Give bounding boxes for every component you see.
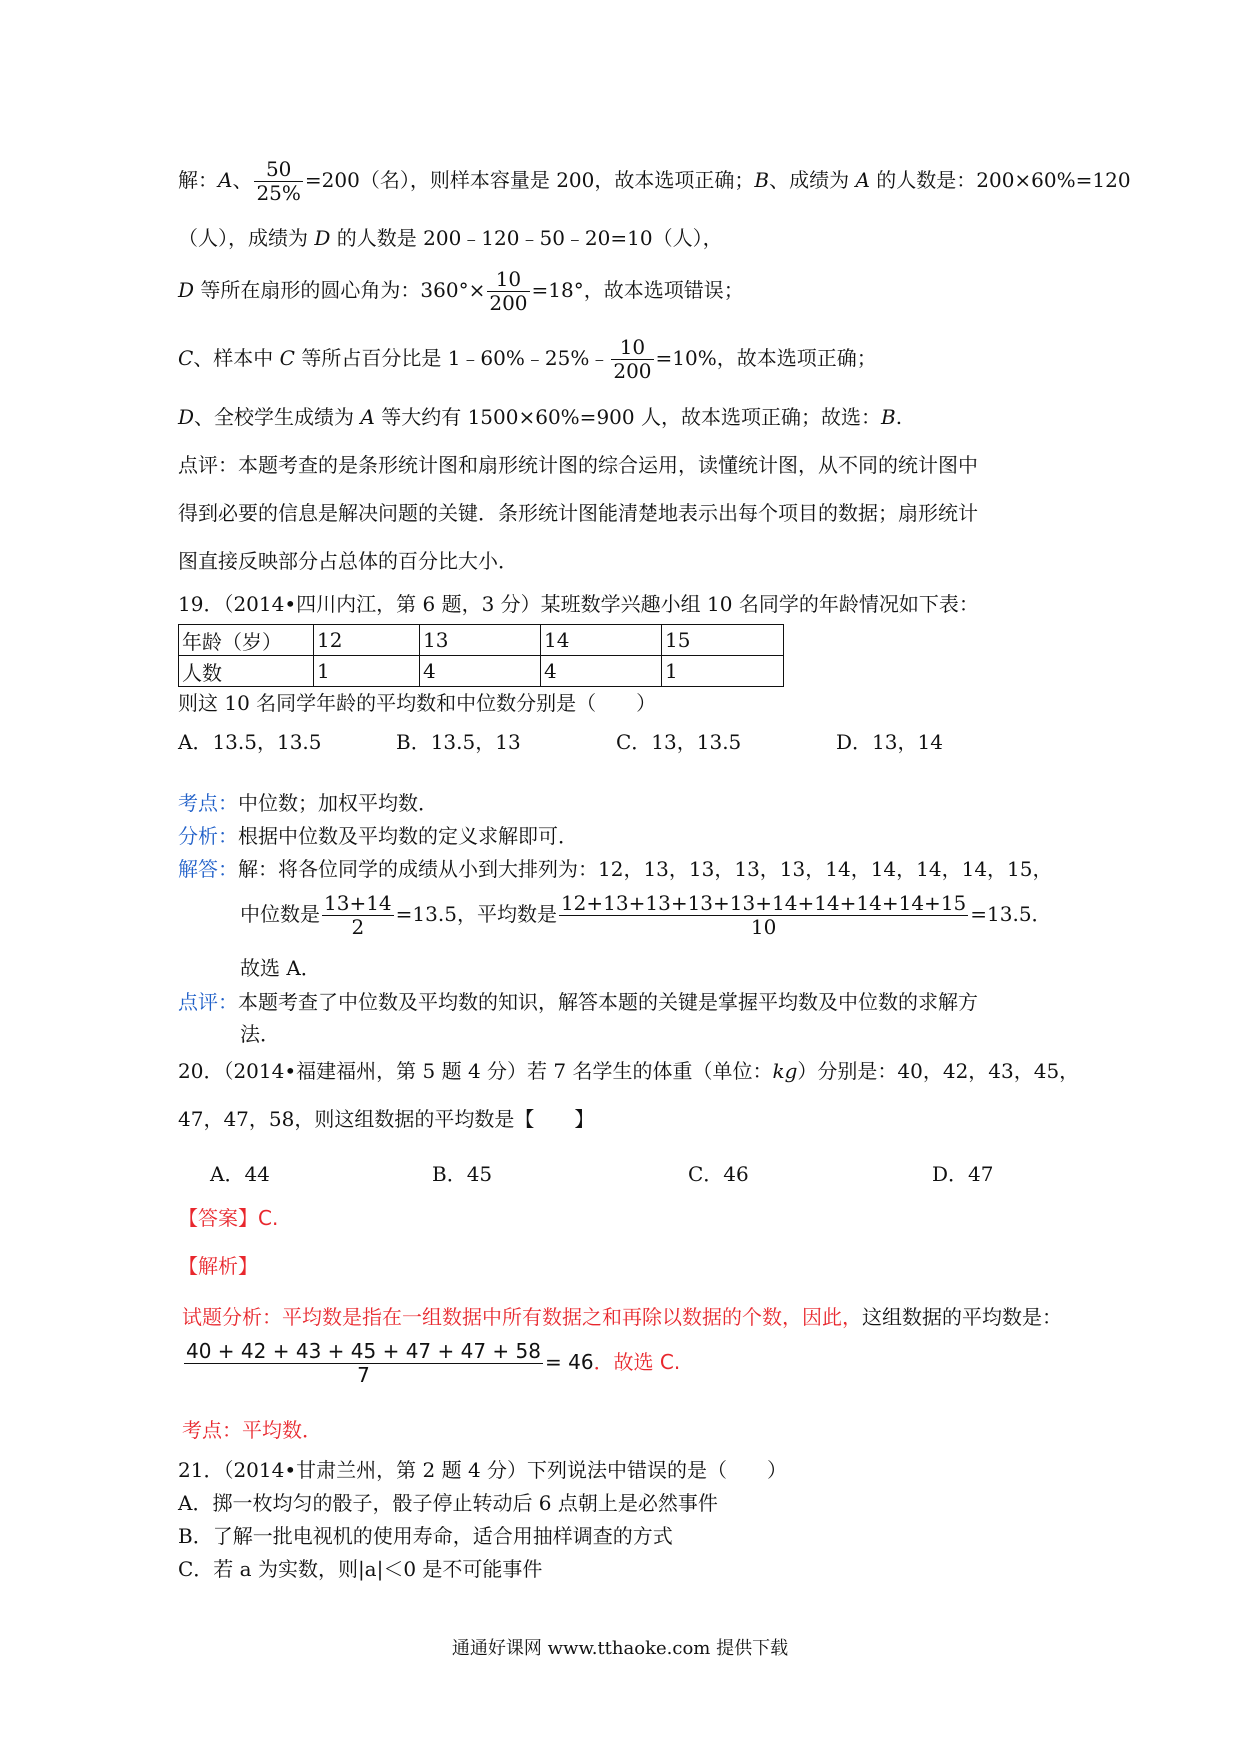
text: 等所在扇形的圆心角为：360°× [194, 278, 486, 302]
q19-option-c: C．13，13.5 [616, 730, 742, 754]
q19-stem: 19．（2014•四川内江，第 6 题，3 分）某班数学兴趣小组 10 名同学的年龄情况如下表： [178, 592, 979, 616]
label: 【答案】 [178, 1206, 258, 1230]
q21-option-c: C．若 a 为实数，则|a|＜0 是不可能事件 [178, 1557, 543, 1581]
q20-answer [178, 1208, 278, 1228]
text: 等所占百分比是 1﹣60%﹣25%﹣ [294, 346, 610, 370]
sol18-line3 [178, 268, 744, 315]
text: =13.5． [970, 902, 1052, 926]
sol18-comment-2: 得到必要的信息是解决问题的关键．条形统计图能清楚地表示出每个项目的数据；扇形统计 [178, 501, 978, 525]
q19-dianping [178, 992, 978, 1012]
text: = 46 [544, 1350, 594, 1374]
table-cell: 13 [420, 625, 541, 656]
numerator: 10 [611, 336, 653, 360]
numerator: 12+13+13+13+13+14+14+14+14+15 [560, 891, 967, 915]
q21-stem: 21．（2014•甘肃兰州，第 2 题 4 分）下列说法中错误的是（ ） [178, 1458, 788, 1482]
q19-dianping-2: 法． [240, 1022, 280, 1046]
text: 根据中位数及平均数的定义求解即可． [238, 824, 578, 848]
table-cell: 4 [420, 656, 541, 687]
var: A [218, 168, 233, 192]
label: 分析： [178, 824, 238, 848]
text: 解： [178, 168, 218, 192]
text: 、成绩为 [769, 168, 856, 192]
text: 的人数是：200×60%=120 [869, 168, 1131, 192]
table-row [179, 625, 784, 656]
footer: 通通好课网 www.tthaoke.com 提供下载 [451, 1638, 789, 1659]
q21-option-b: B．了解一批电视机的使用寿命，适合用抽样调查的方式 [178, 1524, 673, 1548]
text: =200（名），则样本容量是 200，故本选项正确； [304, 168, 755, 192]
fraction-sum-over-7 [184, 1340, 543, 1387]
q20-formula [182, 1340, 680, 1387]
fraction-10-200 [611, 336, 653, 383]
numerator: 13+14 [324, 891, 392, 915]
age-table [178, 624, 784, 687]
q20-option-b: B．45 [432, 1162, 493, 1186]
q20-stem-2: 47，47，58，则这组数据的平均数是【 】 [178, 1107, 595, 1131]
table-cell: 14 [541, 625, 662, 656]
q19-option-a: A．13.5，13.5 [178, 730, 322, 754]
table-cell: 人数 [179, 656, 314, 687]
text: =13.5，平均数是 [395, 902, 557, 926]
table-cell: 12 [314, 625, 420, 656]
text: 中位数；加权平均数． [238, 791, 438, 815]
q20-jiexi-label [178, 1256, 258, 1276]
sol18-comment-3: 图直接反映部分占总体的百分比大小． [178, 549, 518, 573]
table-cell: 1 [662, 656, 784, 687]
table-row [179, 656, 784, 687]
text: =18°，故本选项错误； [531, 278, 744, 302]
label: 考点： [178, 791, 238, 815]
text: 的人数是 200﹣120﹣50﹣20=10（人）， [330, 226, 723, 250]
table-cell: 年龄（岁） [179, 625, 314, 656]
var: A [855, 168, 870, 192]
text: . [895, 405, 903, 429]
text: C. [258, 1206, 279, 1230]
text: 20．（2014•福建福州，第 5 题 4 分）若 7 名学生的体重（单位： [178, 1059, 773, 1083]
q19-ask: 则这 10 名同学年龄的平均数和中位数分别是（ ） [178, 691, 657, 715]
numerator: 10 [487, 268, 529, 292]
fraction-50-25 [254, 158, 302, 205]
numerator: 40 + 42 + 43 + 45 + 47 + 47 + 58 [186, 1339, 541, 1363]
q19-option-d: D．13，14 [836, 730, 943, 754]
q19-choose: 故选 A． [240, 956, 321, 980]
table-cell: 15 [662, 625, 784, 656]
denominator: 7 [357, 1363, 370, 1387]
var: D [178, 405, 195, 429]
denominator: 2 [351, 915, 365, 939]
fraction-10-200 [487, 268, 529, 315]
label: 【解析】 [178, 1254, 258, 1278]
q20-option-a: A．44 [210, 1162, 270, 1186]
sol18-comment-1: 点评：本题考查的是条形统计图和扇形统计图的综合运用，读懂统计图，从不同的统计图中 [178, 453, 978, 477]
text: 中位数是 [240, 902, 320, 926]
q21-option-a: A．掷一枚均匀的骰子，骰子停止转动后 6 点朝上是必然事件 [178, 1491, 718, 1515]
q19-fenxi [178, 826, 578, 846]
denominator: 10 [750, 915, 777, 939]
var: D [314, 226, 331, 250]
text: 等大约有 1500×60%=900 人，故本选项正确；故选： [374, 405, 881, 429]
text: ）分别是：40，42，43，45， [797, 1059, 1080, 1083]
q20-option-c: C．46 [688, 1162, 749, 1186]
text: =10%，故本选项正确； [655, 346, 877, 370]
text: 这组数据的平均数是： [862, 1305, 1062, 1329]
var: C [178, 346, 194, 370]
denominator: 200 [489, 291, 528, 315]
sol18-line5 [178, 407, 902, 427]
q19-option-b: B．13.5，13 [396, 730, 521, 754]
q20-stem-1 [178, 1061, 1079, 1081]
text: ．故选 C. [593, 1350, 681, 1374]
q20-option-d: D．47 [932, 1162, 994, 1186]
text: 、全校学生成绩为 [194, 405, 361, 429]
table-cell: 1 [314, 656, 420, 687]
text: （人），成绩为 [178, 226, 315, 250]
sol18-line4 [178, 336, 877, 383]
label: 点评： [178, 990, 238, 1014]
sol18-line1 [178, 158, 1131, 205]
denominator: 25% [256, 181, 301, 205]
fraction-median [322, 892, 394, 939]
var: B [754, 168, 770, 192]
q20-kaodian: 考点：平均数． [182, 1418, 322, 1442]
var: B [880, 405, 896, 429]
q19-kaodian [178, 793, 438, 813]
text: 试题分析：平均数是指在一组数据中所有数据之和再除以数据的个数，因此， [182, 1305, 862, 1329]
q19-jieda [178, 859, 1053, 879]
fraction-mean [559, 892, 968, 939]
text: 、 [232, 168, 253, 192]
sol18-line2 [178, 228, 723, 248]
q20-analysis [182, 1307, 1062, 1327]
numerator: 50 [254, 158, 302, 182]
q19-formula-line [240, 892, 1052, 939]
unit: kg [772, 1059, 798, 1083]
text: 、样本中 [193, 346, 280, 370]
var: C [279, 346, 295, 370]
var: A [360, 405, 375, 429]
text: 解：将各位同学的成绩从小到大排列为：12，13，13，13，13，14，14，14，14，15， [238, 857, 1053, 881]
table-cell: 4 [541, 656, 662, 687]
denominator: 200 [613, 359, 652, 383]
text: 本题考查了中位数及平均数的知识，解答本题的关键是掌握平均数及中位数的求解方 [238, 990, 978, 1014]
var: D [178, 278, 195, 302]
label: 解答： [178, 857, 238, 881]
